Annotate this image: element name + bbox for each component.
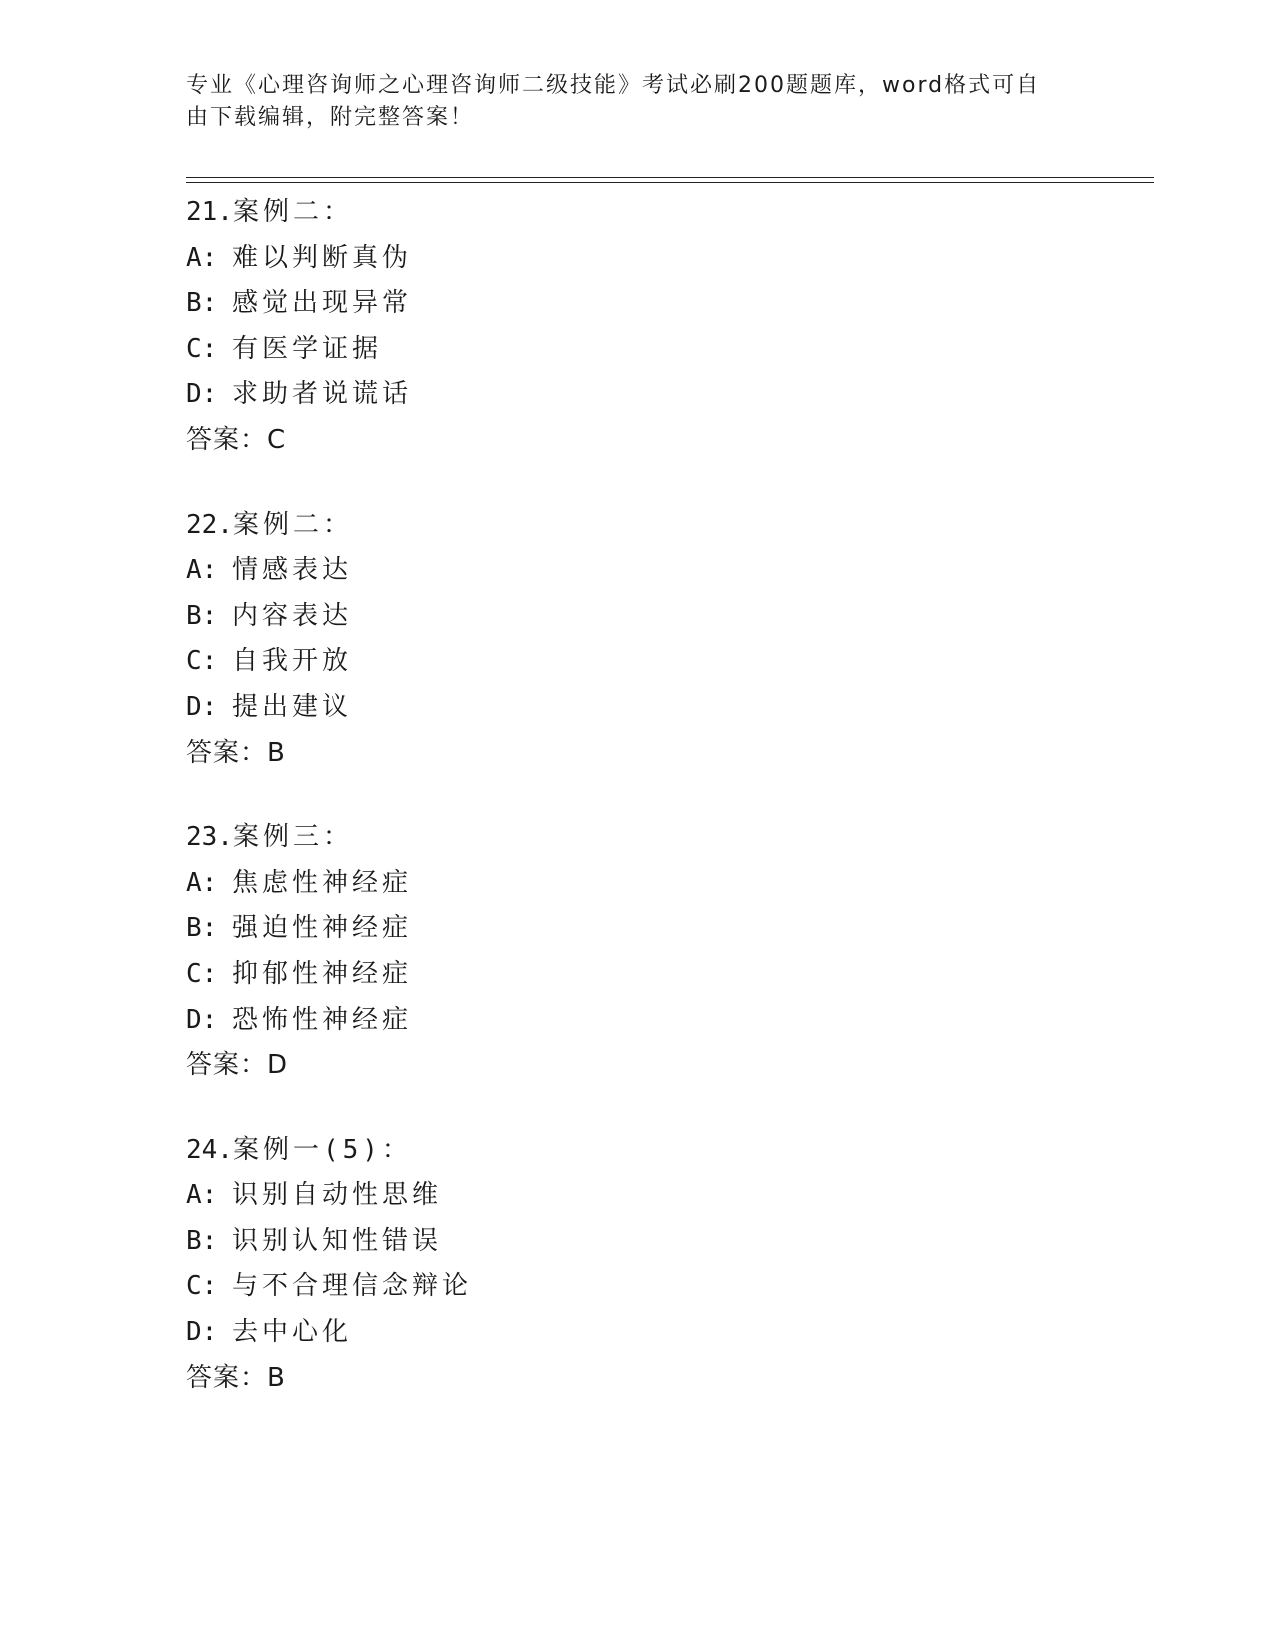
option-text: 内容表达 [232, 600, 353, 631]
option-text: 强迫性神经症 [232, 913, 413, 944]
answer-line: 答案：B [186, 1362, 286, 1393]
option-d [186, 1310, 1086, 1356]
option-text: 去中心化 [232, 1317, 353, 1348]
option-letter: B: [186, 600, 218, 631]
answer-line: 答案：C [186, 424, 287, 455]
option-text: 与不合理信念辩论 [232, 1271, 473, 1302]
question-24 [186, 1128, 1086, 1402]
option-text: 识别认知性错误 [232, 1225, 443, 1256]
option-letter: D: [186, 691, 218, 722]
option-b [186, 906, 1086, 952]
option-letter: C: [186, 333, 218, 364]
option-letter: A: [186, 867, 218, 898]
header-divider-bottom [186, 182, 1154, 183]
option-text: 抑郁性神经症 [232, 958, 413, 989]
option-letter: A: [186, 242, 218, 273]
option-letter: B: [186, 1225, 218, 1256]
option-a [186, 236, 1086, 282]
option-letter: D: [186, 1004, 218, 1035]
option-c [186, 639, 1086, 685]
option-c [186, 327, 1086, 373]
question-text: 案例一(5)： [232, 1134, 412, 1165]
option-text: 有医学证据 [232, 333, 383, 364]
question-text: 案例二： [232, 509, 353, 540]
option-letter: D: [186, 379, 218, 410]
option-text: 识别自动性思维 [232, 1180, 443, 1211]
option-c [186, 952, 1086, 998]
question-number: 21. [186, 197, 233, 227]
option-letter: A: [186, 555, 218, 586]
document-header [186, 70, 1086, 134]
header-divider-top [186, 177, 1154, 178]
option-letter: C: [186, 646, 218, 677]
header-line-1: 专业《心理咨询师之心理咨询师二级技能》考试必刷200题题库，word格式可自 [186, 73, 1041, 98]
question-list [186, 190, 1086, 1440]
option-a [186, 548, 1086, 594]
option-text: 感觉出现异常 [232, 288, 413, 319]
question-title [186, 190, 1086, 236]
option-letter: C: [186, 958, 218, 989]
question-title [186, 503, 1086, 549]
question-number: 22. [186, 509, 233, 540]
question-21 [186, 190, 1086, 464]
option-letter: D: [186, 1317, 218, 1348]
option-d [186, 372, 1086, 418]
option-a [186, 861, 1086, 907]
option-a [186, 1173, 1086, 1219]
header-line-2: 由下载编辑，附完整答案！ [186, 105, 475, 130]
option-text: 自我开放 [232, 646, 353, 677]
question-text: 案例三： [232, 822, 353, 853]
option-d [186, 685, 1086, 731]
question-title [186, 1128, 1086, 1174]
option-text: 情感表达 [232, 555, 353, 586]
option-text: 求助者说谎话 [232, 379, 413, 410]
option-d [186, 998, 1086, 1044]
option-text: 恐怖性神经症 [232, 1004, 413, 1035]
option-text: 焦虑性神经症 [232, 867, 413, 898]
option-letter: B: [186, 913, 218, 944]
question-number: 23. [186, 822, 233, 853]
option-b [186, 1219, 1086, 1265]
option-text: 难以判断真伪 [232, 242, 413, 273]
question-title [186, 815, 1086, 861]
option-b [186, 281, 1086, 327]
option-letter: A: [186, 1180, 218, 1211]
option-text: 提出建议 [232, 691, 353, 722]
question-22 [186, 503, 1086, 777]
option-letter: C: [186, 1271, 218, 1302]
answer-line: 答案：D [186, 1050, 289, 1081]
option-letter: B: [186, 288, 218, 319]
question-text: 案例二： [232, 197, 353, 227]
question-23 [186, 815, 1086, 1089]
question-number: 24. [186, 1134, 233, 1165]
option-b [186, 594, 1086, 640]
answer-line: 答案：B [186, 737, 286, 768]
option-c [186, 1264, 1086, 1310]
